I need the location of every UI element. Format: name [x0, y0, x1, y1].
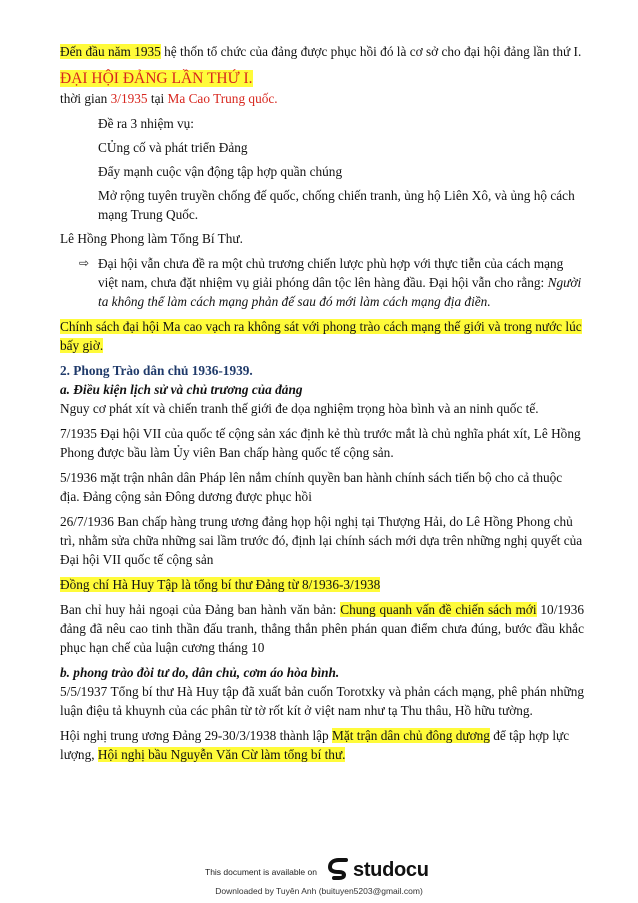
arrow-right-icon: ⇨: [79, 256, 90, 270]
task-item: CỦng cố và phát triển Đảng: [98, 140, 248, 155]
heading-text: ĐẠI HỘI ĐẢNG LẦN THỨ I.: [60, 70, 253, 87]
arrow-paragraph: [79, 254, 584, 311]
available-text: This document is available on: [205, 867, 317, 877]
paragraph-b2: [60, 726, 584, 764]
task-item: Đẩy mạnh cuộc vận động tập hợp quần chúng: [98, 164, 343, 179]
time-place: Ma Cao Trung quốc.: [167, 91, 278, 106]
highlight-text: Đến đầu năm 1935: [60, 44, 161, 59]
subheading-a: a. Điều kiện lịch sử và chủ trương của đảng: [60, 382, 303, 397]
task-item: Mở rộng tuyên truyền chống đế quốc, chống chiến tranh, ủng hộ Liên Xô, và ủng hộ cách mạng Trung Quốc.: [98, 188, 575, 222]
paragraph-b1: 5/5/1937 Tổng bí thư Hà Huy tập đã xuất bản cuốn Torotxky và phản cách mạng, phê phán những luận điệu tả khuynh của các phân từ tờ rốt kít ở việt nam như tạ Thu thâu, Hồ hữu tường.: [60, 684, 584, 718]
arrow-text: Đại hội vẫn chưa đề ra một chủ trương chiến lược phù hợp với thực tiễn của cách mạng việt nam, chưa đặt nhiệm vụ giải phóng dân tộc lên hàng đầu. Đại hội vẫn cho rằng:: [98, 256, 564, 290]
ha-huy-tap-paragraph: [60, 575, 584, 594]
highlight-text: Chung quanh vấn đề chiến sách mới: [340, 602, 537, 617]
paragraph-a5: [60, 600, 584, 657]
time-mid: tại: [147, 91, 168, 106]
paragraph-text: Ban chỉ huy hải ngoại của Đảng ban hành văn bản:: [60, 602, 341, 617]
highlight-text: Chính sách đại hội Ma cao vạch ra không sát với phong trào cách mạng thế giới và trong nước lúc bấy giờ.: [60, 319, 582, 353]
section-2-heading: 2. Phong Trào dân chủ 1936-1939.: [60, 363, 253, 378]
paragraph-text: để tập hợp lực lượng,: [60, 728, 570, 762]
policy-paragraph: [60, 317, 584, 355]
paragraph-text: Hội nghị trung ương Đảng 29-30/3/1938 thành lập: [60, 728, 333, 743]
subheading-b: b. phong trào đòi tư do, dân chủ, cơm áo hòa bình.: [60, 665, 340, 680]
paragraph-a1: Nguy cơ phát xít và chiến tranh thế giới đe dọa nghiệm trọng hòa bình và an ninh quốc tế.: [60, 401, 539, 416]
time-line: [60, 89, 584, 108]
arrow-italic-text: Người ta không thể làm cách mạng phản đế sau đó mới làm cách mạng địa điền.: [98, 275, 582, 309]
paragraph-a3: 5/1936 mặt trận nhân dân Pháp lên nắm chính quyền ban hành chính sách tiến bộ cho cả thuộc địa. Đảng cộng sản Đông dương được phục hồi: [60, 470, 563, 504]
time-prefix: thời gian: [60, 91, 111, 106]
highlight-text: Đồng chí Hà Huy Tập là tổng bí thư Đảng từ 8/1936-3/1938: [60, 577, 381, 592]
studocu-logo-link[interactable]: [328, 858, 429, 882]
paragraph-a2: 7/1935 Đại hội VII của quốc tế cộng sản xác định kẻ thù trước mắt là chủ nghĩa phát xít, Lê Hồng Phong được bầu làm Ủy viên Ban chấp hàng quốc tế cộng sản.: [60, 426, 581, 460]
paragraph-a4: 26/7/1936 Ban chấp hàng trung ương đảng họp hội nghị tại Thượng Hải, do Lê Hồng Phong chủ trì, nhằm sửa chữa những sai lầm trước đó, định lại chính sách mới dựa trên những nghị quyết của Đại hội VII quốc tế cộng sản: [60, 514, 583, 567]
studocu-logo-icon: [328, 858, 350, 882]
downloaded-by-text: Downloaded by Tuyên Anh (buituyen5203@gmail.com): [215, 886, 423, 896]
paragraph-text: hệ thốn tổ chức của đảng được phục hồi đó là cơ sở cho đại hội đảng lần thứ I.: [160, 44, 582, 59]
footer: [0, 852, 638, 903]
time-date: 3/1935: [110, 91, 148, 106]
general-secretary-line: Lê Hồng Phong làm Tổng Bí Thư.: [60, 231, 243, 246]
studocu-brand: studocu: [353, 858, 429, 881]
paragraph-text: 10/1936 đảng đã nêu cao tinh thần đấu tranh, thẳng thắn phên phán quan điểm chưa đúng, bước đầu khắc phục hạn chế của luận cương tháng 10: [60, 602, 584, 655]
document-page: [60, 42, 584, 770]
highlight-text: Mặt trận dân chủ đông dương: [332, 728, 490, 743]
tasks-intro: Đề ra 3 nhiệm vụ:: [98, 116, 195, 131]
heading-congress-1: [60, 69, 584, 89]
highlight-text: Hội nghị bầu Nguyễn Văn Cừ làm tổng bí thư.: [97, 747, 346, 762]
arrow-paragraph-text: [98, 254, 584, 311]
paragraph-intro: [60, 42, 584, 61]
